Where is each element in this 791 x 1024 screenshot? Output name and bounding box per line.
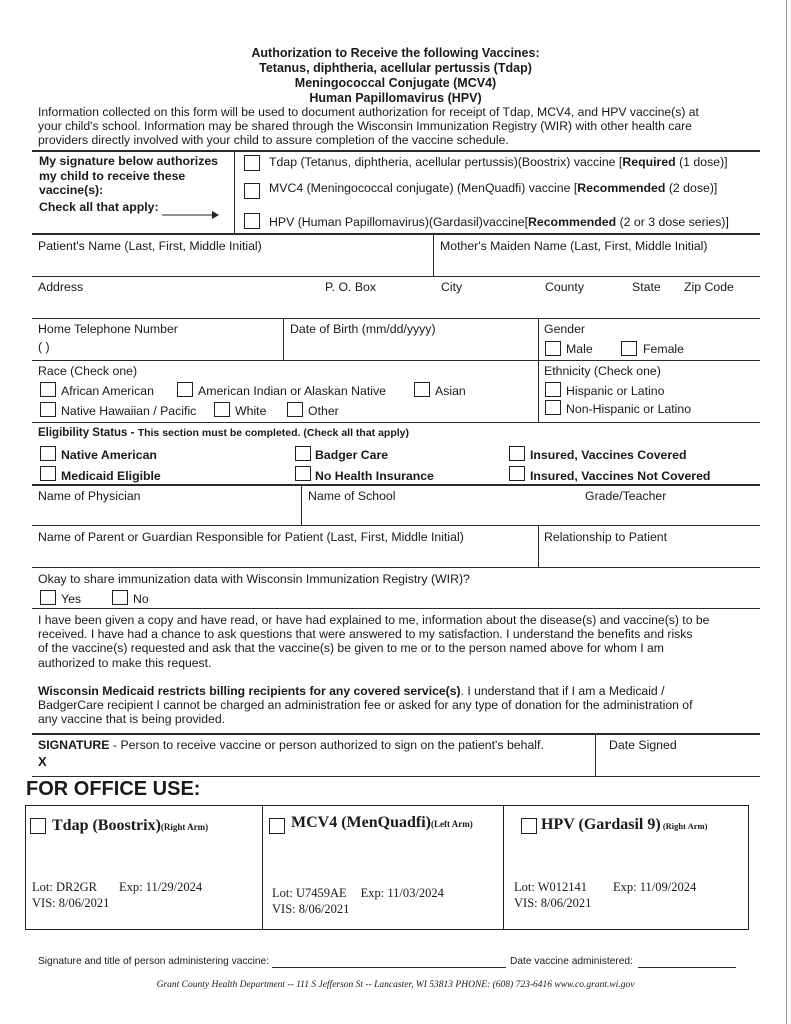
female-checkbox[interactable]	[621, 341, 637, 356]
guardian-name-label: Name of Parent or Guardian Responsible for Patient (Last, First, Middle Initial)	[38, 530, 464, 544]
wir-yes-label: Yes	[61, 592, 82, 606]
race-hawaiian-checkbox[interactable]	[40, 402, 56, 417]
authorize-line-2: my child to receive these	[39, 168, 186, 183]
intro-text	[38, 105, 760, 148]
divider	[32, 776, 760, 777]
home-phone-label: Home Telephone Number	[38, 322, 178, 336]
divider	[32, 318, 760, 319]
wir-no-label: No	[133, 592, 149, 606]
divider	[538, 525, 539, 567]
race-hawaiian-label: Native Hawaiian / Pacific	[61, 404, 197, 418]
wir-yes-checkbox[interactable]	[40, 590, 56, 605]
phone-area-code: ( )	[38, 340, 50, 354]
wir-no-checkbox[interactable]	[112, 590, 128, 605]
divider	[32, 608, 760, 609]
date-administered-line[interactable]	[638, 967, 736, 968]
race-african-american-label: African American	[61, 384, 154, 398]
consent-line-3: of the vaccine(s) requested and ask that the vaccine(s) be given to me or to the person named above for whom I am	[38, 641, 664, 656]
divider	[283, 318, 284, 360]
divider	[32, 525, 760, 526]
office-hpv-checkbox[interactable]	[521, 818, 537, 834]
address-label: Address	[38, 280, 84, 294]
mcv4-vaccine-checkbox[interactable]	[244, 183, 260, 199]
form-title-line-4: Human Papillomavirus (HPV)	[309, 91, 482, 105]
authorize-line-4: Check all that apply:	[39, 199, 159, 214]
hpv-vaccine-label: HPV (Human Papillomavirus)(Gardasil)vaccine[Recommended (2 or 3 dose series)]	[269, 215, 729, 229]
office-hpv-details	[514, 879, 696, 911]
relationship-label: Relationship to Patient	[544, 530, 668, 544]
mothers-maiden-name-label: Mother's Maiden Name (Last, First, Middle Initial)	[440, 239, 708, 253]
divider	[301, 485, 302, 525]
divider	[32, 733, 760, 735]
ethnicity-hispanic-checkbox[interactable]	[545, 382, 561, 397]
form-title-line-2: Tetanus, diphtheria, acellular pertussis (Tdap)	[259, 61, 532, 75]
gender-label: Gender	[544, 322, 586, 336]
city-label: City	[441, 280, 463, 294]
tdap-vaccine-label: Tdap (Tetanus, diphtheria, acellular pertussis)(Boostrix) vaccine [Required (1 dose)]	[269, 155, 728, 169]
form-title-line-3: Meningococcal Conjugate (MCV4)	[294, 76, 497, 90]
tdap-vaccine-checkbox[interactable]	[244, 155, 260, 171]
administering-signature-label: Signature and title of person administering vaccine:	[38, 956, 270, 967]
race-asian-label: Asian	[435, 384, 466, 398]
office-mcv4-lot-exp: Lot: U7459AE Exp: 11/03/2024	[272, 886, 444, 900]
signature-x-mark: X	[38, 754, 47, 769]
county-label: County	[545, 280, 584, 294]
signature-label: SIGNATURE - Person to receive vaccine or person authorized to sign on the patient's behalf.	[38, 738, 544, 752]
race-asian-checkbox[interactable]	[414, 382, 430, 397]
race-american-indian-label: American Indian or Alaskan Native	[198, 384, 386, 398]
grade-teacher-label: Grade/Teacher	[585, 489, 667, 503]
eligibility-insured-not-covered-label: Insured, Vaccines Not Covered	[530, 469, 711, 483]
female-label: Female	[643, 342, 685, 356]
hpv-vaccine-checkbox[interactable]	[244, 213, 260, 229]
po-box-label: P. O. Box	[325, 280, 377, 294]
date-administered-label: Date vaccine administered:	[510, 956, 633, 967]
office-tdap-vis: VIS: 8/06/2021	[32, 896, 110, 910]
eligibility-insured-not-covered-checkbox[interactable]	[509, 466, 525, 481]
office-mcv4-checkbox[interactable]	[269, 818, 285, 834]
office-hpv-lot-exp: Lot: W012141 Exp: 11/09/2024	[514, 880, 697, 894]
mcv4-vaccine-label: MVC4 (Meningococcal conjugate) (MenQuadfi) vaccine [Recommended (2 dose)]	[269, 181, 718, 195]
divider	[433, 234, 434, 276]
ethnicity-non-hispanic-label: Non-Hispanic or Latino	[566, 402, 692, 416]
ethnicity-non-hispanic-checkbox[interactable]	[545, 400, 561, 415]
zip-code-label: Zip Code	[684, 280, 734, 294]
office-tdap-checkbox[interactable]	[30, 818, 46, 834]
administering-signature-line[interactable]	[272, 967, 506, 968]
office-hpv-vis: VIS: 8/06/2021	[514, 896, 592, 910]
consent-line-4: authorized to make this request.	[38, 655, 212, 670]
medicaid-line-1: Wisconsin Medicaid restricts billing recipients for any covered service(s). I understand that if I am a Medicaid /	[38, 684, 665, 698]
race-other-checkbox[interactable]	[287, 402, 303, 417]
eligibility-medicaid-checkbox[interactable]	[40, 466, 56, 481]
eligibility-badger-care-checkbox[interactable]	[295, 446, 311, 461]
eligibility-medicaid-label: Medicaid Eligible	[61, 469, 161, 483]
footer-address: Grant County Health Department -- 111 S Jefferson St -- Lancaster, WI 53813 PHONE: (608) 723-6416 www.co.grant.wi.gov	[156, 980, 635, 990]
office-mcv4-details	[272, 885, 444, 917]
office-hpv-title: HPV (Gardasil 9) (Right Arm)	[541, 816, 708, 833]
race-white-checkbox[interactable]	[214, 402, 230, 417]
consent-line-2: received. I have had a chance to ask questions that were answered to my satisfaction. I understand the benefits and risks	[38, 627, 693, 642]
office-tdap-title: Tdap (Boostrix)(Right Arm)	[52, 817, 209, 834]
divider	[32, 150, 760, 152]
divider	[234, 150, 235, 234]
ethnicity-label: Ethnicity (Check one)	[544, 364, 661, 378]
divider	[32, 567, 760, 568]
intro-line-3: providers directly involved with your child to assure completion of the vaccine schedule.	[38, 133, 509, 148]
office-tdap-lot-exp: Lot: DR2GR Exp: 11/29/2024	[32, 880, 203, 894]
race-other-label: Other	[308, 404, 339, 418]
authorize-line-3: vaccine(s):	[39, 183, 104, 197]
divider	[32, 422, 760, 423]
ethnicity-hispanic-label: Hispanic or Latino	[566, 384, 665, 398]
eligibility-native-american-checkbox[interactable]	[40, 446, 56, 461]
consent-text	[38, 613, 760, 670]
date-of-birth-label: Date of Birth (mm/dd/yyyy)	[290, 322, 436, 336]
authorize-instructions	[39, 154, 218, 214]
eligibility-no-insurance-checkbox[interactable]	[295, 466, 311, 481]
page-edge	[786, 0, 787, 1024]
eligibility-no-insurance-label: No Health Insurance	[315, 469, 434, 483]
intro-line-1: Information collected on this form will be used to document authorization for receipt of Tdap, MCV4, and HPV vaccine(s) at	[38, 105, 699, 119]
race-african-american-checkbox[interactable]	[40, 382, 56, 397]
consent-line-1: I have been given a copy and have read, or have had explained to me, information about the disease(s) and vaccine(s) to be	[38, 613, 710, 627]
race-white-label: White	[235, 404, 267, 418]
authorize-line-1: My signature below authorizes	[39, 154, 219, 168]
date-signed-label: Date Signed	[609, 738, 677, 752]
divider	[32, 484, 760, 486]
eligibility-insured-covered-label: Insured, Vaccines Covered	[530, 448, 687, 462]
school-name-label: Name of School	[308, 489, 396, 503]
race-label: Race (Check one)	[38, 364, 138, 378]
medicaid-line-3: any vaccine that is being provided.	[38, 712, 225, 727]
eligibility-insured-covered-checkbox[interactable]	[509, 446, 525, 461]
intro-line-2: your child's school. Information may be shared through the Wisconsin Immunization Registry (WIR) with other health care	[38, 119, 692, 134]
divider	[538, 318, 539, 422]
office-use-title: FOR OFFICE USE:	[26, 778, 201, 800]
medicaid-line-2: BadgerCare recipient I cannot be charged an administration fee or asked for any type of donation for the administration of	[38, 698, 693, 713]
male-checkbox[interactable]	[545, 341, 561, 356]
eligibility-status-label: Eligibility Status - This section must be completed. (Check all that apply)	[38, 427, 409, 439]
divider	[595, 734, 596, 776]
wir-question: Okay to share immunization data with Wisconsin Immunization Registry (WIR)?	[38, 572, 470, 586]
form-title-line-1: Authorization to Receive the following Vaccines:	[251, 46, 540, 60]
race-american-indian-checkbox[interactable]	[177, 382, 193, 397]
divider	[32, 276, 760, 277]
divider	[32, 233, 760, 235]
office-mcv4-vis: VIS: 8/06/2021	[272, 902, 350, 916]
medicaid-text	[38, 684, 760, 727]
male-label: Male	[566, 342, 593, 356]
office-tdap-details	[32, 879, 202, 911]
patient-name-label: Patient's Name (Last, First, Middle Initial)	[38, 239, 262, 253]
physician-name-label: Name of Physician	[38, 489, 141, 503]
eligibility-native-american-label: Native American	[61, 448, 157, 462]
divider	[32, 360, 760, 361]
state-label: State	[632, 280, 661, 294]
office-mcv4-title: MCV4 (MenQuadfi)(Left Arm)	[291, 814, 473, 831]
eligibility-badger-care-label: Badger Care	[315, 448, 389, 462]
arrow-right-icon	[160, 210, 220, 220]
